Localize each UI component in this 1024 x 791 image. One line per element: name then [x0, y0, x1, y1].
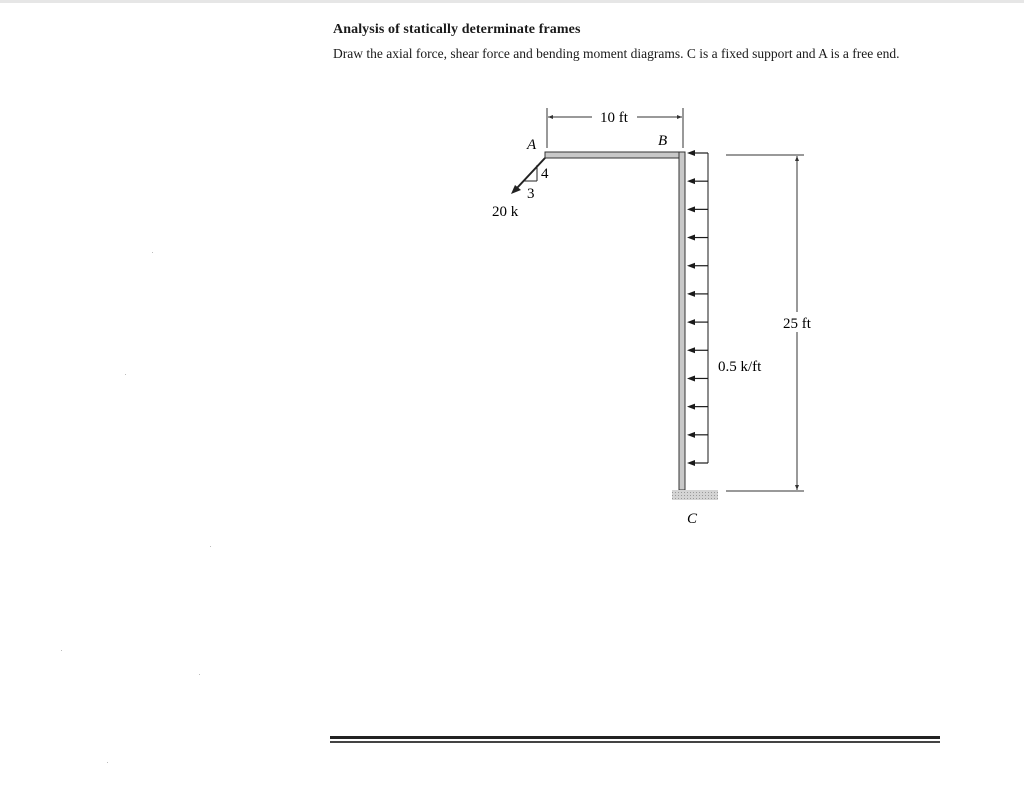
load-arrow: [687, 432, 708, 438]
fixed-support: [672, 490, 718, 500]
load-arrow: [687, 460, 708, 466]
load-arrow: [687, 178, 708, 184]
footer-rule: [330, 736, 940, 739]
frame-member: [545, 152, 685, 490]
scan-speck: [199, 674, 200, 675]
distributed-load-arrows: [687, 150, 708, 466]
load-arrow: [687, 206, 708, 212]
scan-speck: [210, 546, 211, 547]
point-a-label: A: [527, 137, 537, 153]
horizontal-dimension-label: 10 ft: [600, 110, 628, 126]
load-arrow: [687, 235, 708, 241]
load-arrow: [687, 347, 708, 353]
load-arrow: [687, 375, 708, 381]
document-heading: Analysis of statically determinate frames: [333, 22, 581, 37]
load-arrow: [687, 291, 708, 297]
scan-speck: [107, 762, 108, 763]
problem-statement: Draw the axial force, shear force and bending moment diagrams. C is a fixed support and A is a free end.: [333, 46, 900, 61]
point-c-label: C: [687, 511, 698, 527]
load-arrow: [687, 404, 708, 410]
load-arrow: [687, 319, 708, 325]
slope-run-label: 3: [527, 186, 535, 202]
footer-rule-secondary: [330, 741, 940, 743]
distributed-load-label: 0.5 k/ft: [718, 359, 762, 375]
load-arrow: [687, 150, 708, 156]
scan-speck: [61, 650, 62, 651]
scan-speck: [125, 374, 126, 375]
slope-rise-label: 4: [541, 166, 549, 182]
point-b-label: B: [658, 133, 668, 149]
vertical-dimension-label: 25 ft: [783, 316, 811, 332]
load-arrow: [687, 263, 708, 269]
point-load-label: 20 k: [492, 204, 519, 220]
scan-speck: [152, 252, 153, 253]
